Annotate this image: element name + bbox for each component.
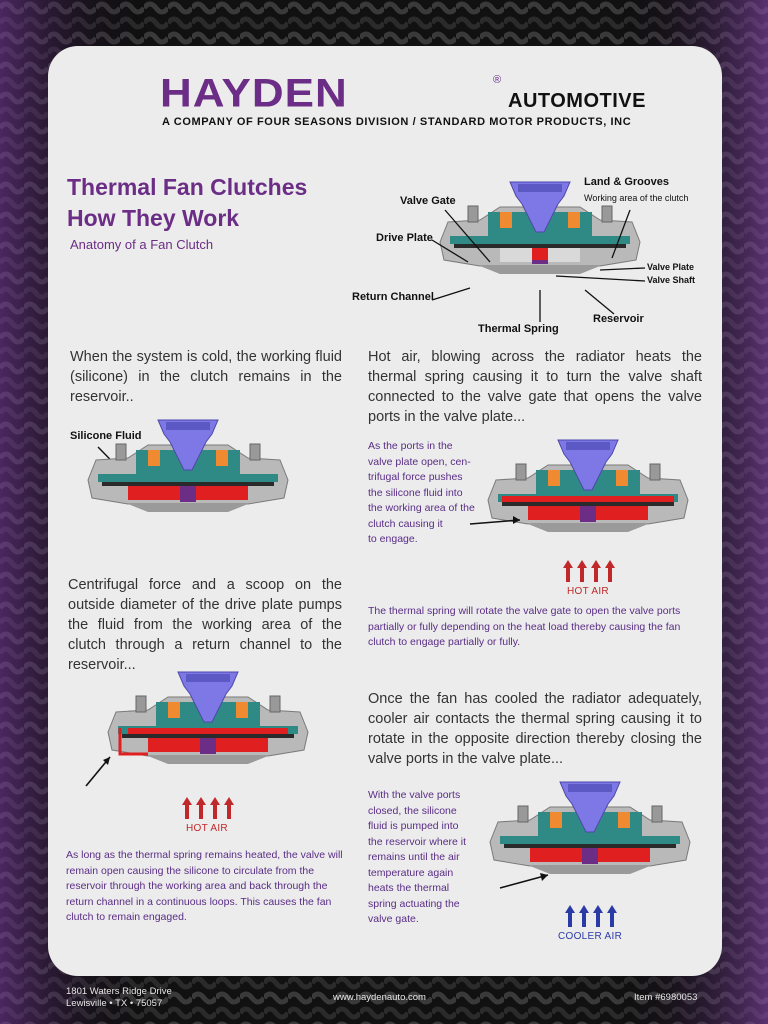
ports-closed-note: With the valve ports closed, the silicone fluid is pumped into the reservoir where it remains until the air temperature again heats the thermal spring actuating the valve gate. (368, 789, 467, 925)
page-subtitle: Anatomy of a Fan Clutch (70, 237, 214, 252)
engaged-note: As long as the thermal spring remains heated, the valve will remain open causing the silicone to circulate from the reservoir through the working area and back through the return channel in a continuous loops. This causes the fan clutch to remain engaged. (66, 849, 343, 923)
title-line-2: How They Work (67, 205, 240, 231)
cooled-paragraph: Once the fan has cooled the radiator adequately, cooler air contacts the thermal spring causing it to rotate in the opposite direction thereby closing the valve ports in the valve plate... (368, 691, 702, 767)
brand-division: AUTOMOTIVE (508, 90, 646, 112)
label-valve-shaft: Valve Shaft (647, 275, 696, 285)
label-silicone-fluid: Silicone Fluid (70, 430, 142, 442)
ports-open-note: As the ports in the valve plate open, cen- trifugal force pushes the silicone fluid into the working area of the clutch causing it to engage. (368, 440, 475, 545)
cooler-air-arrows (565, 905, 617, 929)
label-working-area: Working area of the clutch (584, 193, 689, 203)
footer-website-link[interactable]: www.haydenauto.com (333, 992, 426, 1003)
label-valve-plate: Valve Plate (647, 262, 695, 272)
brand-tagline: A COMPANY OF FOUR SEASONS DIVISION / STANDARD MOTOR PRODUCTS, INC (162, 116, 632, 128)
brand-logo: HAYDEN (160, 71, 348, 116)
registered-mark: ® (493, 74, 502, 86)
label-thermal-spring: Thermal Spring (478, 323, 559, 335)
hot-air-paragraph: Hot air, blowing across the radiator heats the thermal spring causing it to turn the valve shaft connected to the valve gate that opens the valve ports in the valve plate... (368, 349, 702, 425)
footer-address: 1801 Waters Ridge Drive Lewisville • TX • 75057 (66, 986, 172, 1009)
label-land-grooves: Land & Grooves (584, 176, 669, 188)
hot-air-label-left: HOT AIR (186, 823, 228, 834)
cooler-air-label: COOLER AIR (558, 931, 623, 942)
title-line-1: Thermal Fan Clutches (67, 174, 308, 200)
label-valve-gate: Valve Gate (400, 195, 456, 207)
footer-item-number: Item #6980053 (634, 992, 698, 1003)
cold-paragraph: When the system is cold, the working fluid (silicone) in the clutch remains in the reservoir.. (70, 349, 342, 405)
label-drive-plate: Drive Plate (376, 232, 433, 244)
hot-air-label-right: HOT AIR (567, 586, 609, 597)
label-return-channel: Return Channel (352, 291, 434, 303)
centrifugal-paragraph: Centrifugal force and a scoop on the outside diameter of the drive plate pumps the fluid from the working area of the clutch through a return channel to the reservoir... (68, 577, 342, 673)
label-reservoir: Reservoir (593, 313, 644, 325)
partial-engage-note: The thermal spring will rotate the valve gate to open the valve ports partially or fully depending on the heat load thereby causing the fan clutch to engage partially or fully. (368, 605, 681, 648)
